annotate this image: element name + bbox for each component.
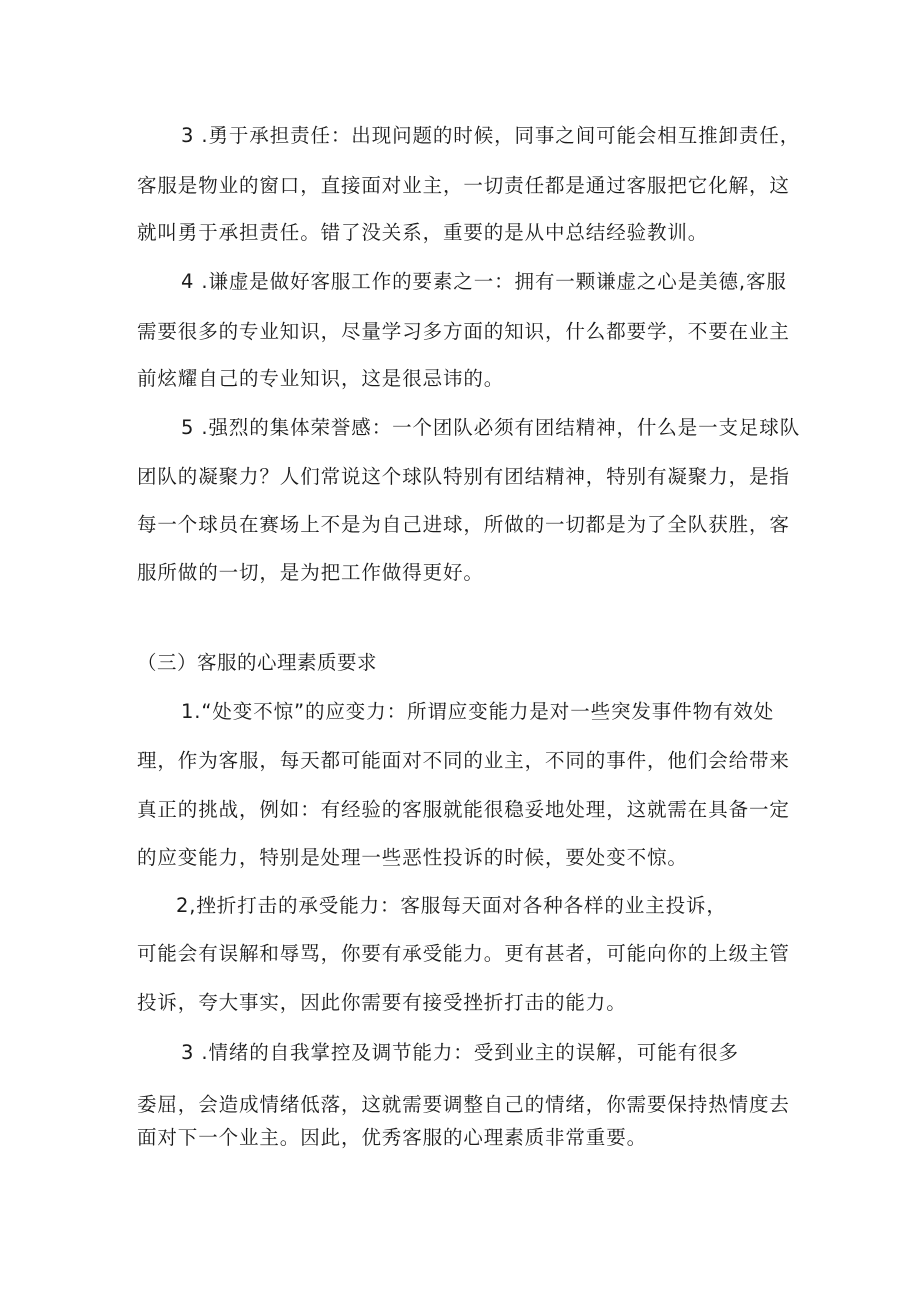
para-1-line-1: 3 .勇于承担责任：出现问题的时候，同事之间可能会相互推卸责任， xyxy=(181,124,801,147)
para-4-line-4: 的应变能力，特别是处理一些恶性投诉的时候，要处变不惊。 xyxy=(137,846,688,869)
para-2-line-3: 前炫耀自己的专业知识，这是很忌讳的。 xyxy=(137,367,505,390)
para-5-line-2: 可能会有误解和辱骂，你要有承受能力。更有甚者，可能向你的上级主管 xyxy=(137,942,790,965)
para-1-line-3: 就叫勇于承担责任。错了没关系，重要的是从中总结经验教训。 xyxy=(137,221,709,244)
para-1-line-2: 客服是物业的窗口，直接面对业主，一切责任都是通过客服把它化解，这 xyxy=(137,174,790,197)
para-5-line-3: 投诉，夸大事实，因此你需要有接受挫折打击的能力。 xyxy=(137,991,627,1014)
para-5-line-1: 2,挫折打击的承受能力：客服每天面对各种各样的业主投诉， xyxy=(176,894,727,917)
para-3-line-4: 服所做的一切，是为把工作做得更好。 xyxy=(137,561,484,584)
para-3-line-2: 团队的凝聚力？人们常说这个球队特别有团结精神，特别有凝聚力，是指 xyxy=(137,465,790,488)
section-heading: （三）客服的心理素质要求 xyxy=(137,651,378,674)
para-4-line-1: 1.“处变不惊”的应变力：所谓应变能力是对一些突发事件物有效处 xyxy=(181,700,775,723)
para-2-line-2: 需要很多的专业知识，尽量学习多方面的知识，什么都要学，不要在业主 xyxy=(137,320,790,343)
para-3-line-3: 每一个球员在赛场上不是为自己进球，所做的一切都是为了全队获胜，客 xyxy=(137,513,790,536)
para-6-line-2: 委屈，会造成情绪低落，这就需要调整自己的情绪，你需要保持热情度去 xyxy=(137,1093,790,1116)
para-4-line-3: 真正的挑战，例如：有经验的客服就能很稳妥地处理，这就需在具备一定 xyxy=(137,798,790,821)
para-6-line-3: 面对下一个业主。因此，优秀客服的心理素质非常重要。 xyxy=(137,1126,648,1149)
para-2-line-1: 4 .谦虚是做好客服工作的要素之一：拥有一颗谦虚之心是美德,客服 xyxy=(181,270,787,293)
para-4-line-2: 理，作为客服，每天都可能面对不同的业主，不同的事件，他们会给带来 xyxy=(137,749,790,772)
para-6-line-1: 3 .情绪的自我掌控及调节能力：受到业主的误解，可能有很多 xyxy=(181,1041,739,1064)
para-3-line-1: 5 .强烈的集体荣誉感：一个团队必须有团结精神，什么是一支足球队 xyxy=(181,416,801,439)
